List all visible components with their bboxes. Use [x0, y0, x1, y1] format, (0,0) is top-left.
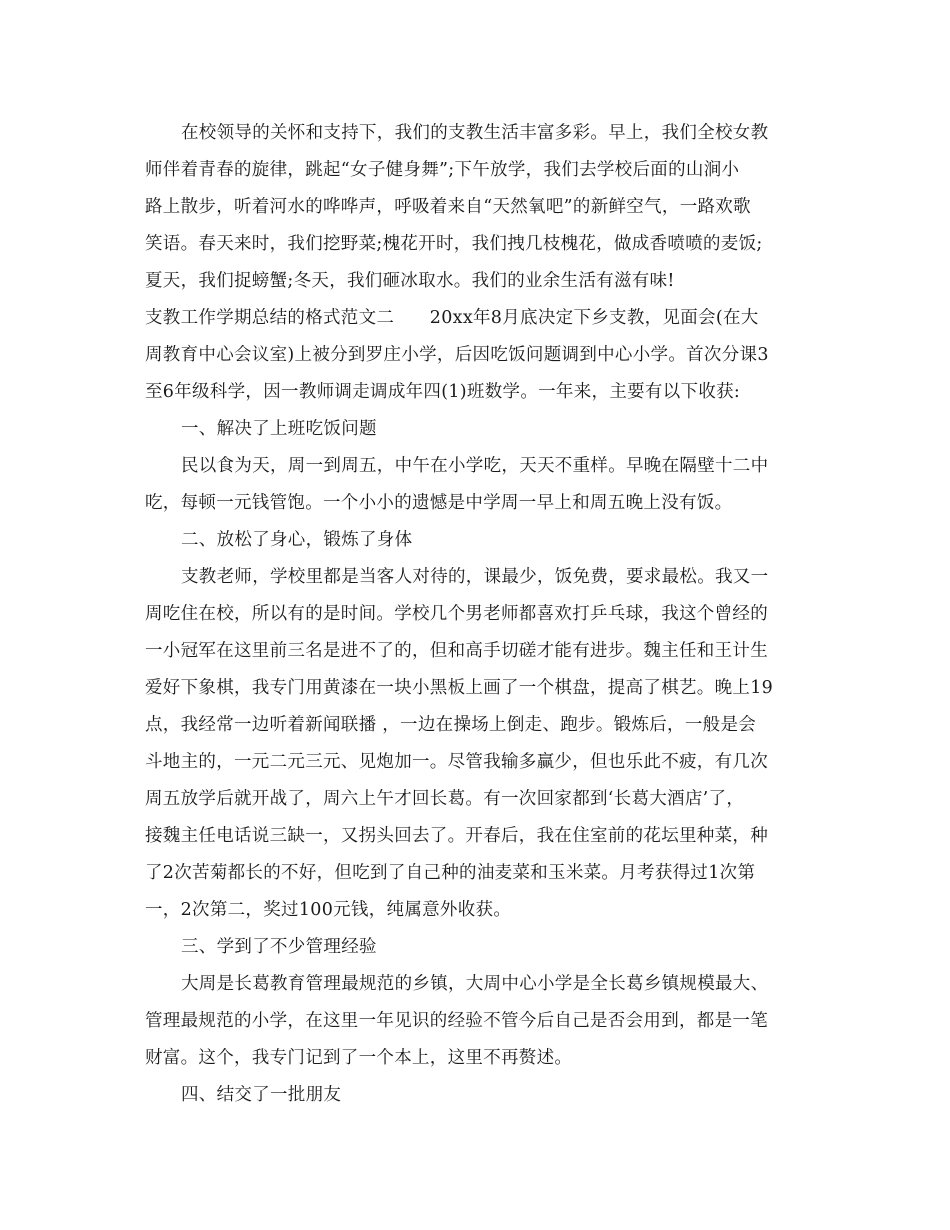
text-line: 师伴着青春的旋律，跳起“女子健身舞”;下午放学，我们去学校后面的山涧小 — [145, 160, 740, 180]
text-line: 吃，每顿一元钱管饱。一个小小的遗憾是中学周一早上和周五晚上没有饭。 — [145, 493, 733, 513]
text-line: 四、结交了一批朋友 — [181, 1085, 342, 1105]
text-line: 夏天，我们捉螃蟹;冬天，我们砸冰取水。我们的业余生活有滋有味! — [145, 271, 675, 291]
text-line: 接魏主任电话说三缺一，又拐头回去了。开春后，我在住室前的花坛里种菜，种 — [145, 826, 768, 846]
text-line: 一，2次第二，奖过100元钱，纯属意外收获。 — [145, 900, 512, 920]
text-line: 笑语。春天来时，我们挖野菜;槐花开时，我们拽几枝槐花，做成香喷喷的麦饭; — [145, 234, 763, 254]
text-line: 三、学到了不少管理经验 — [181, 937, 377, 957]
text-line: 财富。这个，我专门记到了一个本上，这里不再赘述。 — [145, 1048, 573, 1068]
text-line: 管理最规范的小学，在这里一年见识的经验不管今后自己是否会用到，都是一笔 — [145, 1011, 768, 1031]
text-line: 周吃住在校，所以有的是时间。学校几个男老师都喜欢打乒乓球，我这个曾经的 — [145, 604, 768, 624]
text-line: 了2次苦菊都长的不好，但吃到了自己种的油麦菜和玉米菜。月考获得过1次第 — [145, 863, 756, 883]
text-line: 大周是长葛教育管理最规范的乡镇，大周中心小学是全长葛乡镇规模最大、 — [181, 974, 769, 994]
text-line: 爱好下象棋，我专门用黄漆在一块小黑板上画了一个棋盘，提高了棋艺。晚上19 — [145, 678, 774, 698]
document-body — [145, 115, 810, 1114]
text-line: 周教育中心会议室)上被分到罗庄小学，后因吃饭问题调到中心小学。首次分课3 — [145, 345, 769, 365]
text-line: 至6年级科学，因一教师调走调成年四(1)班数学。一年来，主要有以下收获: — [145, 382, 741, 402]
text-line: 点，我经常一边听着新闻联播 ，一边在操场上倒走、跑步。锻炼后，一般是会 — [145, 715, 757, 735]
text-line: 二、放松了身心，锻炼了身体 — [181, 530, 413, 550]
text-line: 周五放学后就开战了，周六上午才回长葛。有一次回家都到‘长葛大酒店’了， — [145, 789, 745, 809]
text-line: 一小冠军在这里前三名是进不了的，但和高手切磋才能有进步。魏主任和王计生 — [145, 641, 768, 661]
text-line: 支教老师，学校里都是当客人对待的，课最少，饭免费，要求最松。我又一 — [181, 567, 769, 587]
text-line: 斗地主的，一元二元三元、见炮加一。尽管我输多赢少，但也乐此不疲，有几次 — [145, 752, 768, 772]
text-line: 在校领导的关怀和支持下，我们的支教生活丰富多彩。早上，我们全校女教 — [181, 123, 769, 143]
text-line: 支教工作学期总结的格式范文二 20xx年8月底决定下乡支教，见面会(在大 — [145, 308, 759, 328]
text-line: 一、解决了上班吃饭问题 — [181, 419, 377, 439]
text-line: 民以食为天，周一到周五，中午在小学吃，天天不重样。早晚在隔壁十二中 — [181, 456, 769, 476]
text-line: 路上散步，听着河水的哗哗声，呼吸着来自“天然氧吧”的新鲜空气，一路欢歌 — [145, 197, 751, 217]
